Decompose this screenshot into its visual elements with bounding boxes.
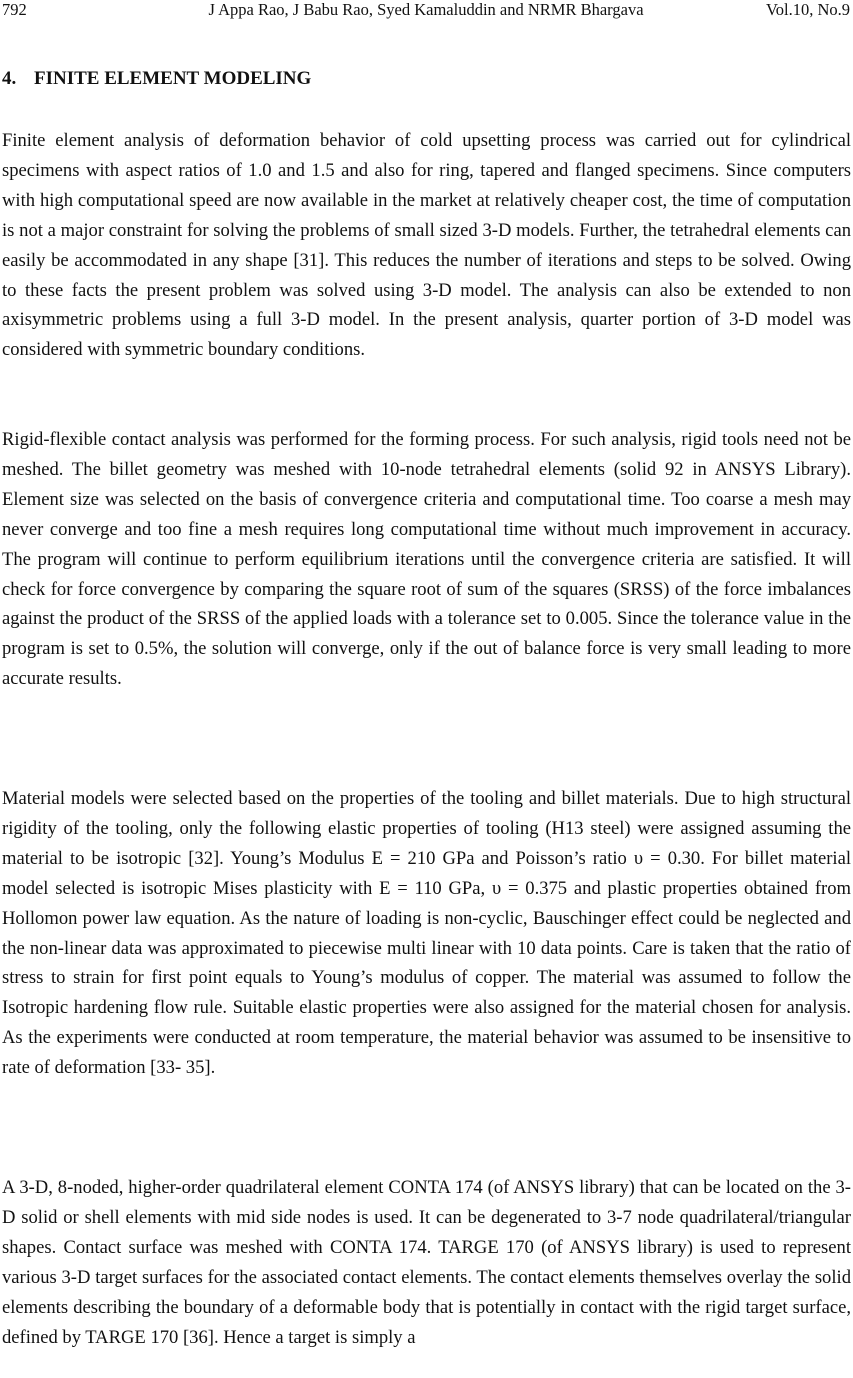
paragraph-contact-analysis: Rigid-flexible contact analysis was performed for the forming process. For such analysis, rigid tools need not be meshed. The billet geometry was meshed with 10-node tetrahedral elements (solid 92 in ANSYS Library). Element size was selected on the basis of convergence criteria and computational time. Too coarse a mesh may never converge and too fine a mesh requires long computational time without much improvement in accuracy. The program will continue to perform equilibrium iterations until the convergence criteria are satisfied. It will check for force convergence by comparing the square root of sum of the squares (SRSS) of the force imbalances against the product of the SRSS of the applied loads with a tolerance set to 0.005. Since the tolerance value in the program is set to 0.5%, the solution will converge, only if the out of balance force is very small leading to more accurate results.: [2, 429, 851, 690]
page-number: 792: [2, 0, 27, 19]
section-number: 4.: [2, 68, 17, 89]
journal-volume: Vol.10, No.9: [765, 0, 850, 19]
section-title: FINITE ELEMENT MODELING: [34, 68, 312, 89]
paragraph-fea-overview: Finite element analysis of deformation behavior of cold upsetting process was carried out for cylindrical specimens with aspect ratios of 1.0 and 1.5 and also for ring, tapered and flanged specimens. Since computers with high computational speed are now available in the market at relatively cheaper cost, the time of computation is not a major constraint for solving the problems of small sized 3-D models. Further, the tetrahedral elements can easily be accommodated in any shape [31]. This reduces the number of iterations and steps to be solved. Owing to these facts the present problem was solved using 3-D model. The analysis can also be extended to non axisymmetric problems using a full 3-D model. In the present analysis, quarter portion of 3-D model was considered with symmetric boundary conditions.: [2, 130, 851, 361]
section-heading: [2, 67, 311, 91]
running-header: [2, 0, 850, 26]
paragraph-material-models: Material models were selected based on the properties of the tooling and billet materials. Due to high structural rigidity of the tooling, only the following elastic properties of tooling (H13 steel) were assigned assuming the material to be isotropic [32]. Young’s Modulus E = 210 GPa and Poisson’s ratio υ = 0.30. For billet material model selected is isotropic Mises plasticity with E = 110 GPa, υ = 0.375 and plastic properties obtained from Hollomon power law equation. As the nature of loading is non-cyclic, Bauschinger effect could be neglected and the non-linear data was approximated to piecewise multi linear with 10 data points. Care is taken that the ratio of stress to strain for first point equals to Young’s modulus of copper. The material was assumed to follow the Isotropic hardening flow rule. Suitable elastic properties were also assigned for the material chosen for analysis. As the experiments were conducted at room temperature, the material behavior was assumed to be insensitive to rate of deformation [33- 35].: [2, 788, 851, 1079]
running-header-authors: J Appa Rao, J Babu Rao, Syed Kamaluddin and NRMR Bhargava: [208, 0, 644, 19]
paragraph-contact-elements: A 3-D, 8-noded, higher-order quadrilateral element CONTA 174 (of ANSYS library) that can be located on the 3-D solid or shell elements with mid side nodes is used. It can be degenerated to 3-7 node quadrilateral/triangular shapes. Contact surface was meshed with CONTA 174. TARGE 170 (of ANSYS library) is used to represent various 3-D target surfaces for the associated contact elements. The contact elements themselves overlay the solid elements describing the boundary of a deformable body that is potentially in contact with the rigid target surface, defined by TARGE 170 [36]. Hence a target is simply a: [2, 1177, 851, 1348]
